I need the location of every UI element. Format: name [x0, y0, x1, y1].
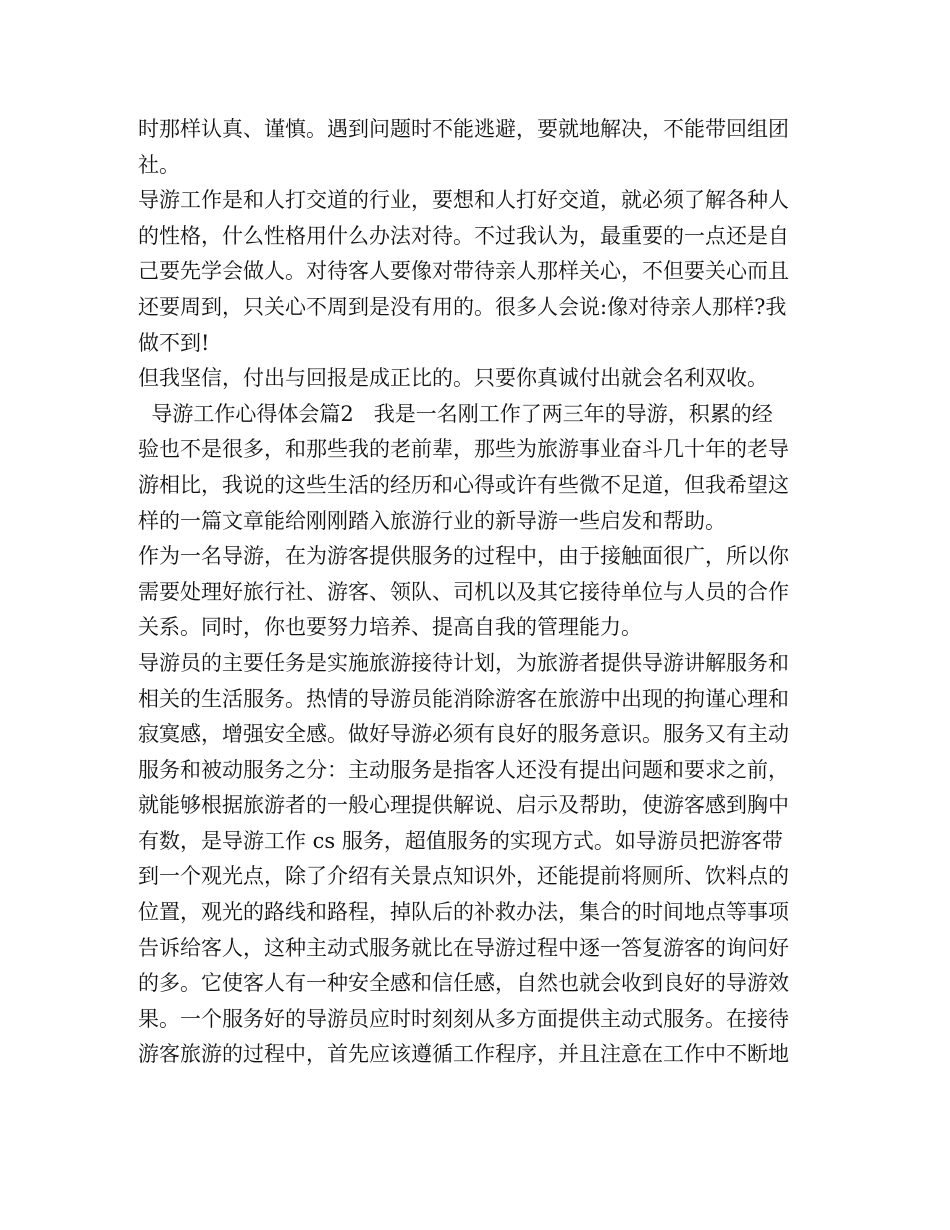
text-line: 作为一名导游，在为游客提供服务的过程中，由于接触面很广，所以你	[138, 544, 789, 569]
document-body	[138, 112, 818, 1073]
text-line: 就能够根据旅游者的一般心理提供解说、启示及帮助，使游客感到胸中	[138, 793, 789, 818]
text-line: 验也不是很多，和那些我的老前辈，那些为旅游事业奋斗几十年的老导	[138, 437, 789, 462]
section-heading-line: 导游工作心得体会篇2 我是一名刚工作了两三年的导游，积累的经	[138, 401, 773, 426]
text-line: 的性格，什么性格用什么办法对待。不过我认为，最重要的一点还是自	[138, 223, 789, 248]
text-line: 告诉给客人，这种主动式服务就比在导游过程中逐一答复游客的询问好	[138, 935, 789, 960]
text-line: 己要先学会做人。对待客人要像对带待亲人那样关心，不但要关心而且	[138, 259, 789, 284]
text-line: 关系。同时，你也要努力培养、提高自我的管理能力。	[138, 615, 642, 640]
text-line: 样的一篇文章能给刚刚踏入旅游行业的新导游一些启发和帮助。	[138, 508, 726, 533]
text-line: 社。	[138, 152, 180, 177]
text-line: 寂寞感，增强安全感。做好导游必须有良好的服务意识。服务又有主动	[138, 722, 789, 747]
text-line: 导游工作是和人打交道的行业，要想和人打好交道，就必须了解各种人	[138, 188, 789, 213]
text-line: 的多。它使客人有一种安全感和信任感，自然也就会收到良好的导游效	[138, 971, 789, 996]
text-line: 相关的生活服务。热情的导游员能消除游客在旅游中出现的拘谨心理和	[138, 686, 789, 711]
text-line: 游客旅游的过程中，首先应该遵循工作程序，并且注意在工作中不断地	[138, 1042, 789, 1067]
text-line: 时那样认真、谨慎。遇到问题时不能逃避，要就地解决，不能带回组团	[138, 117, 789, 141]
text-line: 到一个观光点，除了介绍有关景点知识外，还能提前将厕所、饮料点的	[138, 864, 789, 889]
text-line: 服务和被动服务之分：主动服务是指客人还没有提出问题和要求之前，	[138, 757, 789, 782]
text-line: 需要处理好旅行社、游客、领队、司机以及其它接待单位与人员的合作	[138, 579, 789, 604]
text-line: 还要周到，只关心不周到是没有用的。很多人会说:像对待亲人那样?我	[138, 294, 787, 319]
text-line: 有数，是导游工作 cs 服务，超值服务的实现方式。如导游员把游客带	[138, 828, 783, 853]
text-line: 做不到!	[138, 330, 210, 355]
text-line: 果。一个服务好的导游员应时时刻刻从多方面提供主动式服务。在接待	[138, 1006, 789, 1031]
text-line: 但我坚信，付出与回报是成正比的。只要你真诚付出就会名利双收。	[138, 366, 768, 391]
text-line: 游相比，我说的这些生活的经历和心得或许有些微不足道，但我希望这	[138, 472, 789, 497]
text-line: 导游员的主要任务是实施旅游接待计划，为旅游者提供导游讲解服务和	[138, 650, 789, 675]
text-line: 位置，观光的路线和路程，掉队后的补救办法，集合的时间地点等事项	[138, 900, 789, 925]
